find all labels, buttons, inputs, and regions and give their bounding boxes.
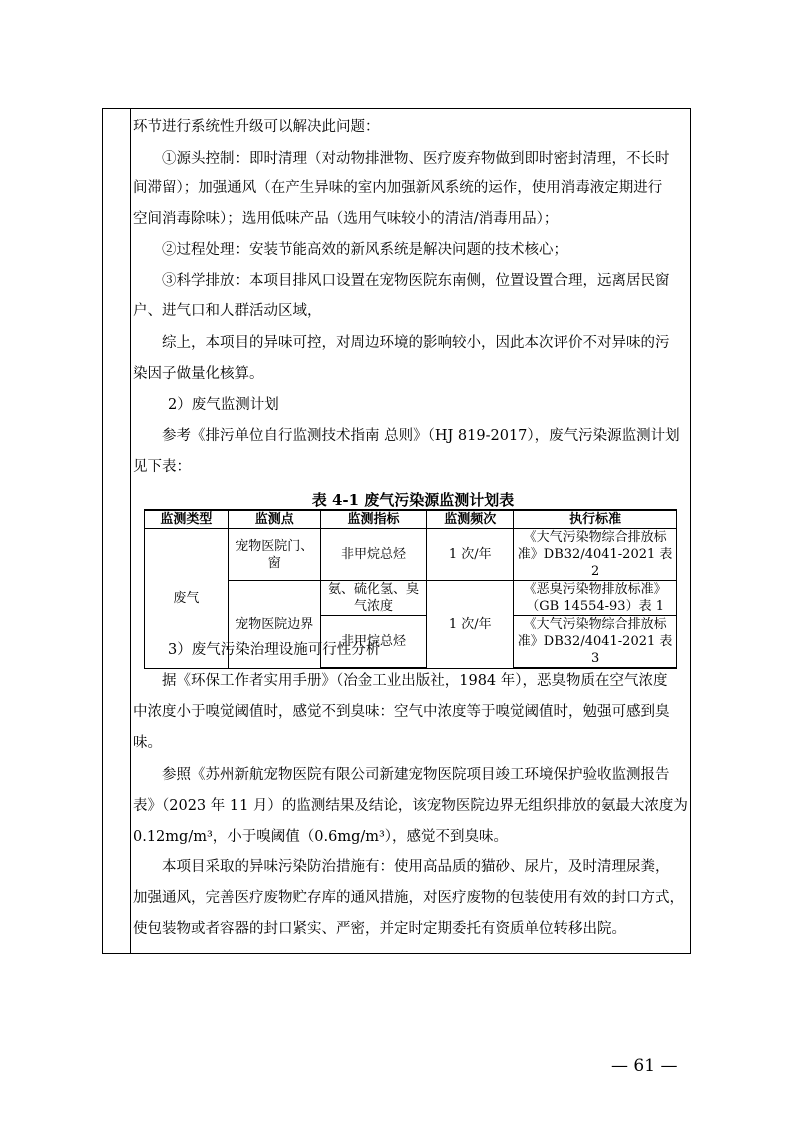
paragraph-line: 间滞留）；加强通风（在产生异味的室内加强新风系统的运作，使用消毒液定期进行 (133, 180, 663, 196)
point-cell: 宠物医院门、窗 (228, 529, 320, 581)
header-cell: 监测点 (228, 510, 320, 529)
paragraph-line: 染因子做量化核算。 (133, 366, 264, 382)
paragraph-line: 参考《排污单位自行监测技术指南 总则》（HJ 819-2017），废气污染源监测计划 (162, 428, 680, 444)
point-cell: 宠物医院边界 (228, 581, 320, 669)
paragraph-line: 据《环保工作者实用手册》（冶金工业出版社，1984 年），恶臭物质在空气浓度 (162, 673, 668, 689)
paragraph-line: 使包装物或者容器的封口紧实、严密，并定时定期委托有资质单位转移出院。 (133, 921, 626, 937)
paragraph-line: 中浓度小于嗅觉阈值时，感觉不到臭味：空气中浓度等于嗅觉阈值时，勉强可感到臭 (133, 704, 670, 720)
table-header-row (145, 510, 677, 529)
standard-cell (514, 581, 677, 616)
frequency-cell: 1 次/年 (427, 581, 514, 669)
monitoring-plan-table (144, 509, 677, 669)
table-caption: 表 4-1 废气污染源监测计划表 (311, 491, 515, 509)
standard-line: （GB 14554-93）表 1 (526, 599, 664, 614)
paragraph-line: ③科学排放：本项目排风口设置在宠物医院东南侧，位置设置合理，远离居民窗 (162, 273, 670, 289)
paragraph-line: 加强通风，完善医疗废物贮存库的通风措施，对医疗废物的包装使用有效的封口方式， (133, 890, 684, 906)
paragraph-line: 环节进行系统性升级可以解决此问题： (133, 119, 380, 135)
paragraph-line: 综上，本项目的异味可控，对周边环境的影响较小，因此本次评价不对异味的污 (162, 335, 670, 351)
indicator-cell: 非甲烷总烃 (320, 529, 427, 581)
indicator-cell (320, 581, 427, 616)
frame-column-divider (130, 109, 131, 953)
paragraph-line: 本项目采取的异味污染防治措施有：使用高品质的猫砂、尿片，及时清理尿粪， (162, 859, 670, 875)
paragraph-line: ①源头控制：即时清理（对动物排泄物、医疗废弃物做到即时密封清理，不长时 (162, 151, 670, 167)
page-number: — 61 — (611, 1056, 678, 1076)
standard-line: 《恶臭污染物排放标准》 (523, 582, 667, 597)
paragraph-line: 参照《苏州新航宠物医院有限公司新建宠物医院项目竣工环境保护验收监测报告 (162, 767, 670, 783)
standard-line: 《大气污染物综合排放标 (523, 530, 667, 545)
paragraph-line: 空间消毒除味）；选用低味产品（选用气味较小的清洁/消毒用品）； (133, 211, 559, 227)
paragraph-line: 味。 (133, 735, 162, 751)
standard-cell (514, 616, 677, 669)
indicator-line: 气浓度 (353, 599, 393, 614)
paragraph-line: 户、进气口和人群活动区域， (133, 303, 322, 319)
paragraph-line: 见下表： (133, 459, 191, 475)
section-heading: 3）废气污染治理设施可行性分析 (168, 642, 381, 658)
header-cell: 执行标准 (514, 510, 677, 529)
header-cell: 监测频次 (427, 510, 514, 529)
header-cell: 监测指标 (320, 510, 427, 529)
type-cell: 废气 (145, 529, 229, 669)
indicator-line: 氨、硫化氢、臭 (327, 582, 419, 597)
standard-cell (514, 529, 677, 581)
table-row (145, 529, 677, 581)
standard-line: 准》DB32/4041-2021 表 2 (517, 547, 673, 579)
paragraph-line: ②过程处理：安装节能高效的新风系统是解决问题的技术核心； (162, 242, 568, 258)
header-cell: 监测类型 (145, 510, 229, 529)
frequency-cell: 1 次/年 (427, 529, 514, 581)
section-heading: 2）废气监测计划 (168, 397, 279, 413)
standard-line: 准》DB32/4041-2021 表 3 (517, 634, 673, 666)
indicator-cell: 非甲烷总烃 (320, 616, 427, 669)
paragraph-line: 表》（2023 年 11 月）的监测结果及结论，该宠物医院边界无组织排放的氨最大浓度为 (133, 798, 688, 814)
standard-line: 《大气污染物综合排放标 (523, 617, 667, 632)
paragraph-line: 0.12mg/m³，小于嗅阈值（0.6mg/m³），感觉不到臭味。 (133, 829, 509, 845)
